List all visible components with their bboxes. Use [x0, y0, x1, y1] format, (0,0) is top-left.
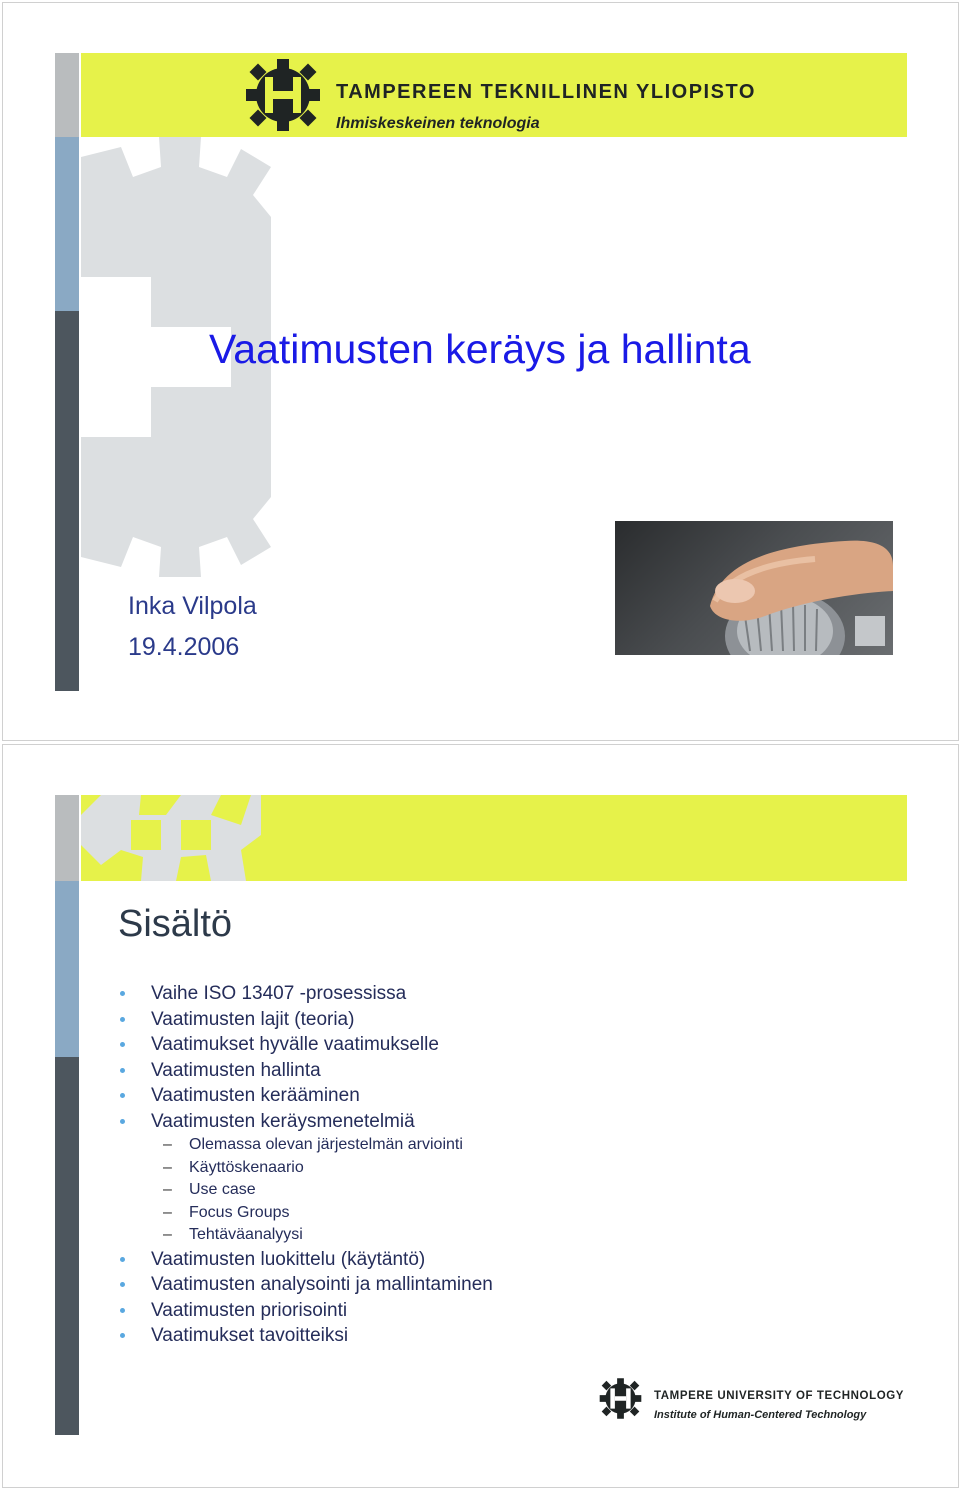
- list-item: Vaatimusten kerääminen: [115, 1083, 493, 1109]
- list-item: Vaatimusten lajit (teoria): [115, 1007, 493, 1033]
- list-item: Vaatimusten keräysmenetelmiä: [115, 1109, 493, 1135]
- list-item: Vaatimusten hallinta: [115, 1058, 493, 1084]
- dash-icon: –: [163, 1181, 172, 1198]
- list-item: Vaatimukset tavoitteiksi: [115, 1323, 493, 1349]
- bullet-icon: [120, 1017, 125, 1022]
- list-item: Vaatimukset hyvälle vaatimukselle: [115, 1032, 493, 1058]
- dash-icon: –: [163, 1136, 172, 1153]
- tut-gear-logo-icon: [598, 1376, 643, 1421]
- bullet-icon: [120, 1282, 125, 1287]
- side-stripe-dark: [55, 1057, 79, 1435]
- presentation-title: Vaatimusten keräys ja hallinta: [209, 326, 751, 372]
- side-stripe-blue: [55, 137, 79, 311]
- finger-on-knob-photo: [615, 521, 893, 655]
- sub-list-item: – Use case: [115, 1179, 493, 1202]
- side-stripe-light: [55, 53, 79, 137]
- bullet-icon: [120, 991, 125, 996]
- university-tagline: Ihmiskeskeinen teknologia: [336, 115, 540, 132]
- list-item: Vaatimusten luokittelu (käytäntö): [115, 1247, 493, 1273]
- bullet-icon: [120, 1068, 125, 1073]
- bullet-icon: [120, 1333, 125, 1338]
- university-name: TAMPEREEN TEKNILLINEN YLIOPISTO: [336, 81, 756, 103]
- dash-icon: –: [163, 1158, 172, 1176]
- dash-icon: –: [163, 1203, 172, 1221]
- list-item: Vaihe ISO 13407 -prosessissa: [115, 981, 493, 1007]
- contents-slide: [2, 744, 959, 1488]
- contents-list: [115, 981, 493, 1349]
- presentation-date: 19.4.2006: [128, 633, 240, 661]
- bullet-icon: [120, 1257, 125, 1262]
- gear-watermark-icon: [81, 795, 261, 881]
- bullet-icon: [120, 1308, 125, 1313]
- dash-icon: –: [163, 1226, 172, 1243]
- bullet-icon: [120, 1119, 125, 1124]
- sub-list-item: – Tehtäväanalyysi: [115, 1224, 493, 1247]
- side-stripe-light: [55, 795, 79, 881]
- title-slide: [2, 2, 959, 741]
- slide-title: Sisältö: [118, 903, 233, 945]
- sub-list-item: – Focus Groups: [115, 1202, 493, 1225]
- bullet-icon: [120, 1042, 125, 1047]
- side-stripe-dark: [55, 311, 79, 691]
- author-name: Inka Vilpola: [128, 592, 257, 620]
- side-stripe-blue: [55, 881, 79, 1057]
- university-name: TAMPERE UNIVERSITY OF TECHNOLOGY: [654, 1390, 905, 1402]
- sub-list-item: – Olemassa olevan järjestelmän arviointi: [115, 1134, 493, 1157]
- tut-gear-logo-icon: [243, 57, 323, 133]
- sub-list-item: – Käyttöskenaario: [115, 1157, 493, 1180]
- list-item: Vaatimusten priorisointi: [115, 1298, 493, 1324]
- list-item: Vaatimusten analysointi ja mallintaminen: [115, 1272, 493, 1298]
- university-tagline: Institute of Human-Centered Technology: [654, 1409, 867, 1421]
- bullet-icon: [120, 1093, 125, 1098]
